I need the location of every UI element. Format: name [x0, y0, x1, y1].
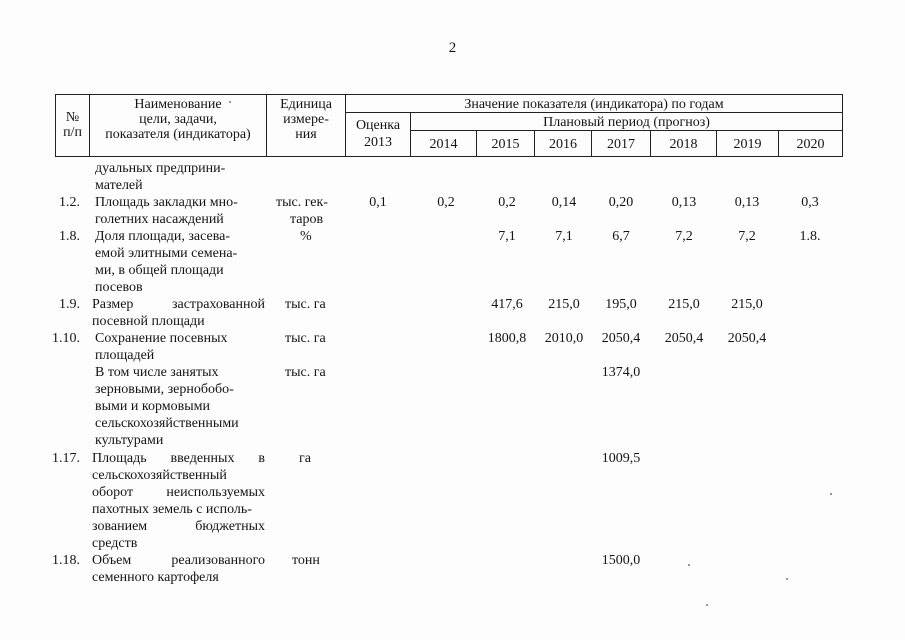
- header-name-line: показателя (индикатора): [105, 127, 251, 142]
- value-2016: 7,1: [555, 229, 573, 244]
- row-name-line: семенного картофеля: [92, 570, 219, 585]
- value-2014: 0,2: [437, 195, 455, 210]
- header-num-2: п/п: [63, 125, 82, 140]
- row-name-line: пахотных земель с исполь-: [92, 502, 252, 517]
- row-name-line: голетних насаждений: [95, 212, 224, 227]
- row-name-line: культурами: [95, 433, 164, 448]
- value-2018: 0,13: [671, 195, 697, 210]
- row-unit: тыс. гек-: [276, 195, 328, 210]
- scan-speck: [830, 493, 832, 495]
- row-unit: тыс. га: [285, 331, 326, 346]
- row-unit: га: [299, 451, 311, 466]
- row-name-line: Размер застрахованной: [92, 297, 265, 312]
- row-name-line: дуальных предприни-: [95, 161, 226, 176]
- value-2020: 1.8.: [799, 229, 821, 244]
- row-name-line: посевной площади: [92, 314, 205, 329]
- header-name-line: Наименование: [134, 97, 222, 112]
- row-name-line: выми и кормовыми: [95, 399, 210, 414]
- value-2019: 215,0: [731, 297, 763, 312]
- row-name-line: емой элитными семена-: [95, 246, 238, 261]
- row-name-line: ми, в общей площади: [95, 263, 224, 278]
- row-number: 1.2.: [59, 195, 80, 210]
- header-name-line: цели, задачи,: [139, 112, 217, 127]
- row-name-line: зерновыми, зернобобо-: [95, 382, 234, 397]
- value-2018: 215,0: [668, 297, 700, 312]
- value-2015: 417,6: [491, 297, 523, 312]
- header-mid-border: [345, 112, 843, 113]
- value-2016: 215,0: [548, 297, 580, 312]
- col-border: [842, 94, 843, 157]
- header-estimate-year: 2013: [364, 135, 392, 150]
- value-2015: 1800,8: [487, 331, 527, 346]
- value-2015: 7,1: [498, 229, 516, 244]
- value-2013: 0,1: [369, 195, 387, 210]
- scan-speck: [706, 604, 708, 606]
- row-unit: тонн: [292, 553, 320, 568]
- row-name-line: Объем реализованного: [92, 553, 265, 568]
- row-number: 1.10.: [52, 331, 80, 346]
- header-year: 2019: [733, 137, 762, 152]
- value-2020: 0,3: [801, 195, 819, 210]
- row-unit: тыс. га: [285, 297, 326, 312]
- value-2016: 2010,0: [544, 331, 584, 346]
- row-name-line: площадей: [95, 348, 155, 363]
- value-2017: 2050,4: [601, 331, 641, 346]
- scan-speck: [229, 101, 231, 103]
- header-values-title: Значение показателя (индикатора) по годам: [464, 97, 724, 112]
- row-unit: таров: [290, 212, 324, 227]
- row-name-line: мателей: [95, 178, 143, 193]
- row-name-line: Площадь закладки мно-: [95, 195, 238, 210]
- header-year: 2020: [796, 137, 825, 152]
- header-unit-line: Единица: [280, 97, 332, 112]
- row-name-line: зованием бюджетных: [92, 519, 265, 534]
- row-name-line: средств: [92, 536, 138, 551]
- header-year: 2018: [669, 137, 698, 152]
- value-2017: 195,0: [605, 297, 637, 312]
- header-year: 2016: [549, 137, 577, 152]
- value-2019: 7,2: [738, 229, 756, 244]
- value-2016: 0,14: [551, 195, 577, 210]
- row-unit: тыс. га: [285, 365, 326, 380]
- header-top-border: [55, 94, 843, 95]
- value-2017: 1374,0: [601, 365, 641, 380]
- header-plan-title: Плановый период (прогноз): [543, 115, 710, 130]
- row-name-line: посевов: [95, 280, 143, 295]
- value-2017: 1500,0: [601, 553, 641, 568]
- row-name-line: оборот неиспользуемых: [92, 485, 265, 500]
- row-name-line: Сохранение посевных: [95, 331, 228, 346]
- value-2018: 2050,4: [664, 331, 704, 346]
- row-unit: %: [300, 229, 312, 244]
- value-2019: 0,13: [734, 195, 760, 210]
- header-estimate: Оценка: [355, 118, 401, 133]
- header-num: №: [65, 110, 80, 125]
- value-2017: 1009,5: [601, 451, 641, 466]
- row-number: 1.17.: [52, 451, 80, 466]
- header-bottom-border: [55, 156, 843, 157]
- row-name-line: В том числе занятых: [95, 365, 219, 380]
- scan-speck: [786, 578, 788, 580]
- header-year: 2015: [491, 137, 520, 152]
- row-name-line: сельскохозяйственный: [92, 468, 227, 483]
- row-number: 1.9.: [59, 297, 80, 312]
- page-number: 2: [448, 40, 457, 56]
- header-unit-line: ния: [295, 127, 317, 142]
- header-year: 2017: [607, 137, 635, 152]
- row-name-line: Площадь введенных в: [92, 451, 265, 466]
- row-name-line: сельскохозяйственными: [95, 416, 239, 431]
- row-number: 1.18.: [52, 553, 80, 568]
- scan-speck: [688, 564, 690, 566]
- value-2018: 7,2: [675, 229, 693, 244]
- row-number: 1.8.: [59, 229, 80, 244]
- header-unit-line: измере-: [283, 112, 329, 127]
- value-2015: 0,2: [498, 195, 516, 210]
- value-2017: 0,20: [608, 195, 634, 210]
- row-name-line: Доля площади, засева-: [95, 229, 231, 244]
- value-2019: 2050,4: [727, 331, 767, 346]
- header-year: 2014: [429, 137, 458, 152]
- value-2017: 6,7: [612, 229, 630, 244]
